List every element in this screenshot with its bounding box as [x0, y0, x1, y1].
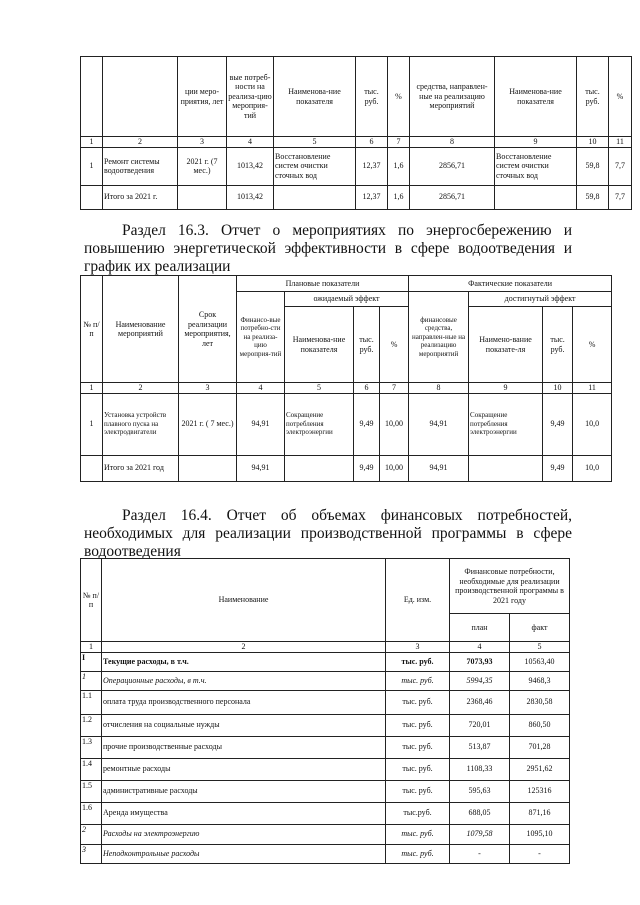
table-row: 1.4 ремонтные расходы тыс. руб. 1108,33 2951,62	[81, 758, 570, 780]
t1-h-period: ции меро-приятия, лет	[178, 57, 227, 137]
col-number: 5	[285, 383, 354, 394]
section-16-4-heading: Раздел 16.4. Отчет об объемах финансовых потребностей, необходимых для реализации производственной программы в сфере водоотведения	[84, 507, 572, 560]
t1-h-fact-p: %	[609, 57, 632, 137]
col-number: 2	[103, 137, 178, 148]
t2-h-period: Срок реализации мероприятия, лет	[179, 276, 237, 383]
t3-h-num: № п/п	[81, 559, 102, 642]
table2-number-row	[81, 383, 612, 394]
section-16-3-heading: Раздел 16.3. Отчет о мероприятиях по энергосбережению и повышению энергетической эффективности в сфере водоотведения и график их реализации	[84, 222, 572, 275]
t2-h-name: Наименование мероприятий	[103, 276, 179, 383]
table-row: 1.2 отчисления на социальные нужды тыс. руб. 720,01 860,50	[81, 714, 570, 736]
t2-h-fact-k: тыс. руб.	[543, 307, 573, 383]
table-row: 1 Ремонт системы водоотведения 2021 г. (7 мес.) 1013,42 Восстановление систем очистки сточных вод 12,37 1,6 2856,71 Восстановление систем очистки сточных вод 59,8 7,7	[81, 147, 632, 185]
table1-number-row	[81, 137, 632, 148]
table-row: 1.5 административные расходы тыс. руб. 595,63 125316	[81, 780, 570, 802]
t3-h-fin: Финансовые потребности, необходимые для реализации производственной программы в 2021 году	[450, 559, 570, 614]
t1-h-fact-k: тыс. руб.	[577, 57, 609, 137]
col-number: 7	[380, 383, 409, 394]
t2-h-fact-ind: Наимено-вание показате-ля	[469, 307, 543, 383]
table-financial-needs	[80, 558, 570, 864]
col-number: 9	[495, 137, 577, 148]
col-number: 7	[388, 137, 410, 148]
table-total-row: Итого за 2021 год 94,91 9,49 10,00 94,91 9,49 10,0	[81, 455, 612, 481]
col-number: 3	[386, 642, 450, 653]
table-energy-saving	[80, 275, 612, 482]
t2-h-actual: Фактические показатели	[409, 276, 612, 292]
table1-header-row	[81, 57, 632, 137]
t2-h-expected: ожидаемый эффект	[285, 292, 409, 307]
col-number: 1	[81, 642, 102, 653]
t3-h-plan: план	[450, 614, 510, 642]
t2-h-num: № п/п	[81, 276, 103, 383]
col-number: 10	[577, 137, 609, 148]
col-number: 8	[410, 137, 495, 148]
t2-h-p: %	[380, 307, 409, 383]
col-number: 1	[81, 137, 103, 148]
col-number: 2	[103, 383, 179, 394]
col-number: 4	[450, 642, 510, 653]
col-number: 4	[237, 383, 285, 394]
t2-h-fact-p: %	[573, 307, 612, 383]
t3-h-fact: факт	[510, 614, 570, 642]
t2-h-k: тыс. руб.	[354, 307, 380, 383]
col-number: 1	[81, 383, 103, 394]
col-number: 5	[510, 642, 570, 653]
table-row: 1.1 оплата труда производственного персонала тыс. руб. 2368,46 2830,58	[81, 690, 570, 714]
t1-h-indicator: Наименова-ние показателя	[274, 57, 356, 137]
t1-h-p: %	[388, 57, 410, 137]
col-number: 11	[573, 383, 612, 394]
table-energy-continuation	[80, 56, 632, 210]
t2-h-ind: Наименова-ние показателя	[285, 307, 354, 383]
col-number: 11	[609, 137, 632, 148]
col-number: 8	[409, 383, 469, 394]
table-row: 2 Расходы на электроэнергию тыс. руб. 1079,58 1095,10	[81, 824, 570, 844]
t1-h-k: тыс. руб.	[356, 57, 388, 137]
col-number: 9	[469, 383, 543, 394]
t3-h-unit: Ед. изм.	[386, 559, 450, 642]
col-number: 6	[354, 383, 380, 394]
table-row: I Текущие расходы, в т.ч. тыс. руб. 7073,93 10563,40	[81, 652, 570, 671]
t2-h-achieved: достигнутый эффект	[469, 292, 612, 307]
table-row: 3 Неподконтрольные расходы тыс. руб. - -	[81, 844, 570, 863]
table3-number-row	[81, 642, 570, 653]
t1-h-fact-indicator: Наименова-ние показателя	[495, 57, 577, 137]
col-number: 3	[179, 383, 237, 394]
col-number: 3	[178, 137, 227, 148]
t1-h-fin: вые потреб-ности на реализа-цию мероприя-тий	[227, 57, 274, 137]
col-number: 4	[227, 137, 274, 148]
t2-h-fact-fin: финансовые средства, направлен-ные на реализацию мероприятий	[409, 292, 469, 383]
table-row: 1.3 прочие производственные расходы тыс. руб. 513,87 701,28	[81, 736, 570, 758]
col-number: 5	[274, 137, 356, 148]
table-row: 1.6 Аренда имущества тыс.руб. 688,05 871,16	[81, 802, 570, 824]
table-row: 1 Операционные расходы, в т.ч. тыс. руб. 5994,35 9468,3	[81, 671, 570, 690]
table-total-row: Итого за 2021 г. 1013,42 12,37 1,6 2856,71 59,8 7,7	[81, 185, 632, 209]
col-number: 6	[356, 137, 388, 148]
t1-h-fact-fin: средства, направлен-ные на реализацию мероприятий	[410, 57, 495, 137]
col-number: 10	[543, 383, 573, 394]
t3-h-name: Наименование	[102, 559, 386, 642]
table-row: 1 Установка устройств плавного пуска на электродвигатели 2021 г. ( 7 мес.) 94,91 Сокращение потребления электроэнергии 9,49 10,00 94,91 Сокращение потребления электроэнергии 9,49 10,0	[81, 393, 612, 455]
t2-h-fin: Финансо-вые потребно-сти на реализа-цию мероприя-тий	[237, 292, 285, 383]
t2-h-planned: Плановые показатели	[237, 276, 409, 292]
col-number: 2	[102, 642, 386, 653]
